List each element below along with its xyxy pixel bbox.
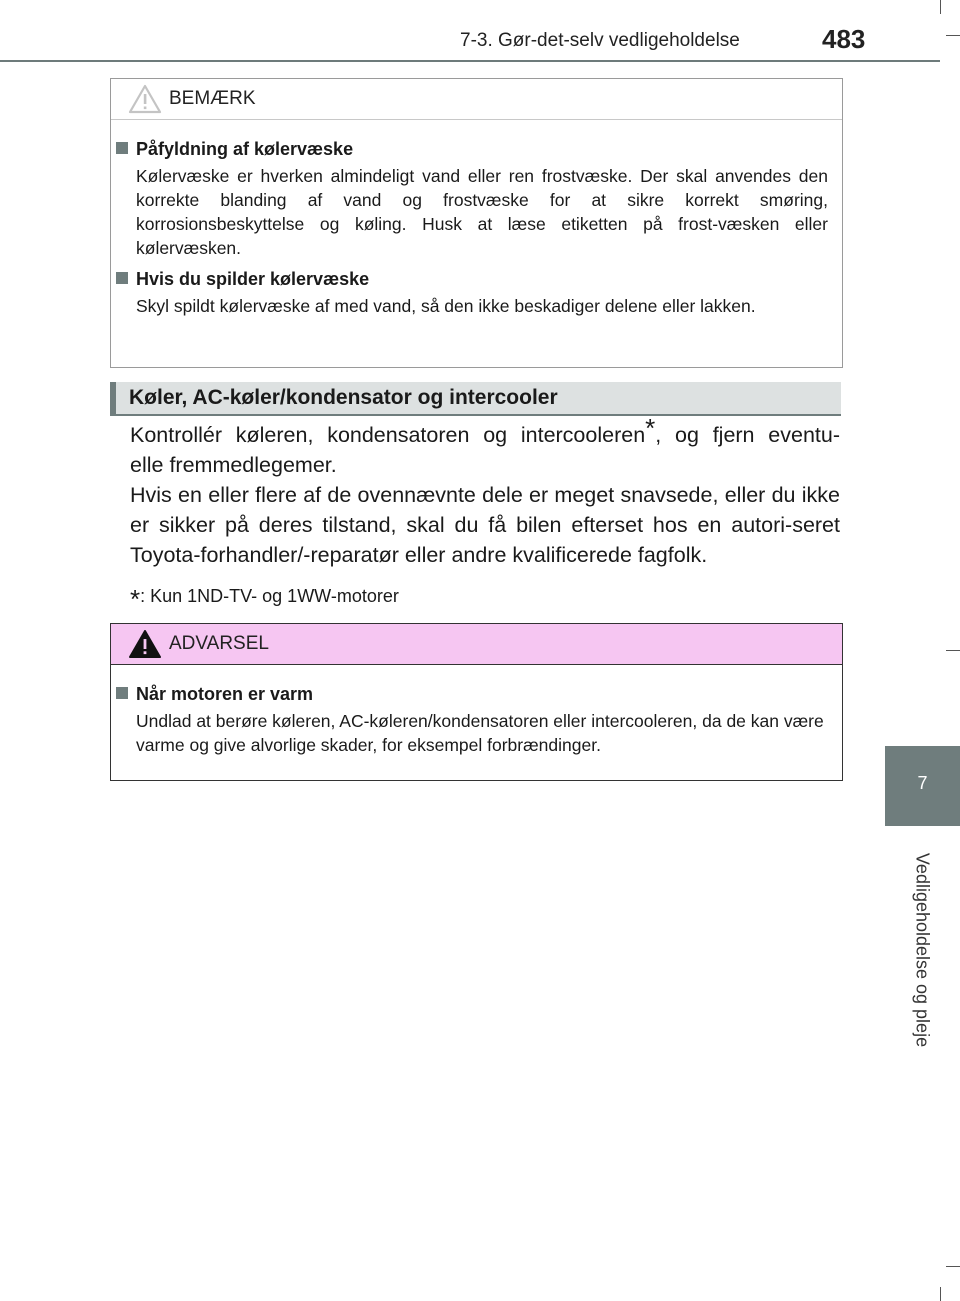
notice-item-title: Hvis du spilder kølervæske xyxy=(136,269,370,289)
warning-item-title: Når motoren er varm xyxy=(136,684,314,704)
footnote-text: : Kun 1ND-TV- og 1WW-motorer xyxy=(140,586,399,606)
warning-item-text: Undlad at berøre køleren, AC-køleren/kondensatoren eller intercooleren, da de kan være varme og give alvorlige skader, for eksempel forbrændinger. xyxy=(136,711,824,755)
body-text: , og fjern eventu- xyxy=(655,423,840,447)
warning-box-header xyxy=(111,624,842,665)
notice-item xyxy=(111,138,842,260)
header-rule xyxy=(0,60,940,62)
notice-item-text: Kølervæske er hverken almindeligt vand eller ren frostvæske. Der skal anvendes den korrekte blanding af vand og frostvæske for at sikre korrekt smøring, korrosionsbeskyttelse og køling. Husk at læse etiketten på frost-væsken eller kølervæsken. xyxy=(136,166,828,258)
crop-mark xyxy=(946,650,960,651)
body-line: elle fremmedlegemer. xyxy=(130,453,337,477)
square-bullet-icon xyxy=(116,272,128,284)
notice-box-title: BEMÆRK xyxy=(169,88,256,109)
running-header-section: 7-3. Gør-det-selv vedligeholdelse xyxy=(460,30,740,51)
notice-box xyxy=(110,78,843,368)
footnote-marker: * xyxy=(645,412,656,443)
crop-mark xyxy=(946,35,960,36)
warning-box-title: ADVARSEL xyxy=(169,633,269,654)
square-bullet-icon xyxy=(116,142,128,154)
notice-item-title: Påfyldning af kølervæske xyxy=(136,139,354,159)
square-bullet-icon xyxy=(116,687,128,699)
section-heading-bar xyxy=(110,382,841,416)
crop-mark xyxy=(946,1266,960,1267)
section-title: Køler, AC-køler/kondensator og intercooler xyxy=(129,386,558,409)
body-text: Kontrollér køleren, kondensatoren og intercooleren xyxy=(130,423,646,447)
crop-mark xyxy=(940,1287,941,1301)
footnote xyxy=(130,578,399,614)
warning-triangle-outline-icon xyxy=(128,84,162,114)
notice-item xyxy=(111,268,842,318)
notice-box-header xyxy=(111,79,842,120)
notice-item-text: Skyl spildt kølervæske af med vand, så den ikke beskadiger delene eller lakken. xyxy=(136,296,756,316)
footnote-star: * xyxy=(130,584,141,614)
chapter-tab xyxy=(885,746,960,826)
section-heading-accent xyxy=(110,382,116,414)
page-number: 483 xyxy=(822,24,866,54)
warning-triangle-filled-icon xyxy=(128,629,162,659)
crop-mark xyxy=(940,0,941,14)
warning-item xyxy=(111,683,842,757)
chapter-number: 7 xyxy=(917,773,928,793)
chapter-title: Vedligeholdelse og pleje xyxy=(912,852,933,1048)
body-line xyxy=(130,412,840,450)
body-paragraph: Hvis en eller flere af de ovennævnte dele er meget snavsede, eller du ikke er sikker på deres tilstand, skal du få bilen efterset hos en autori-seret Toyota-forhandler/-reparatør eller andre kvalificerede fagfolk. xyxy=(130,483,840,567)
section-body xyxy=(130,412,840,570)
warning-box xyxy=(110,623,843,781)
